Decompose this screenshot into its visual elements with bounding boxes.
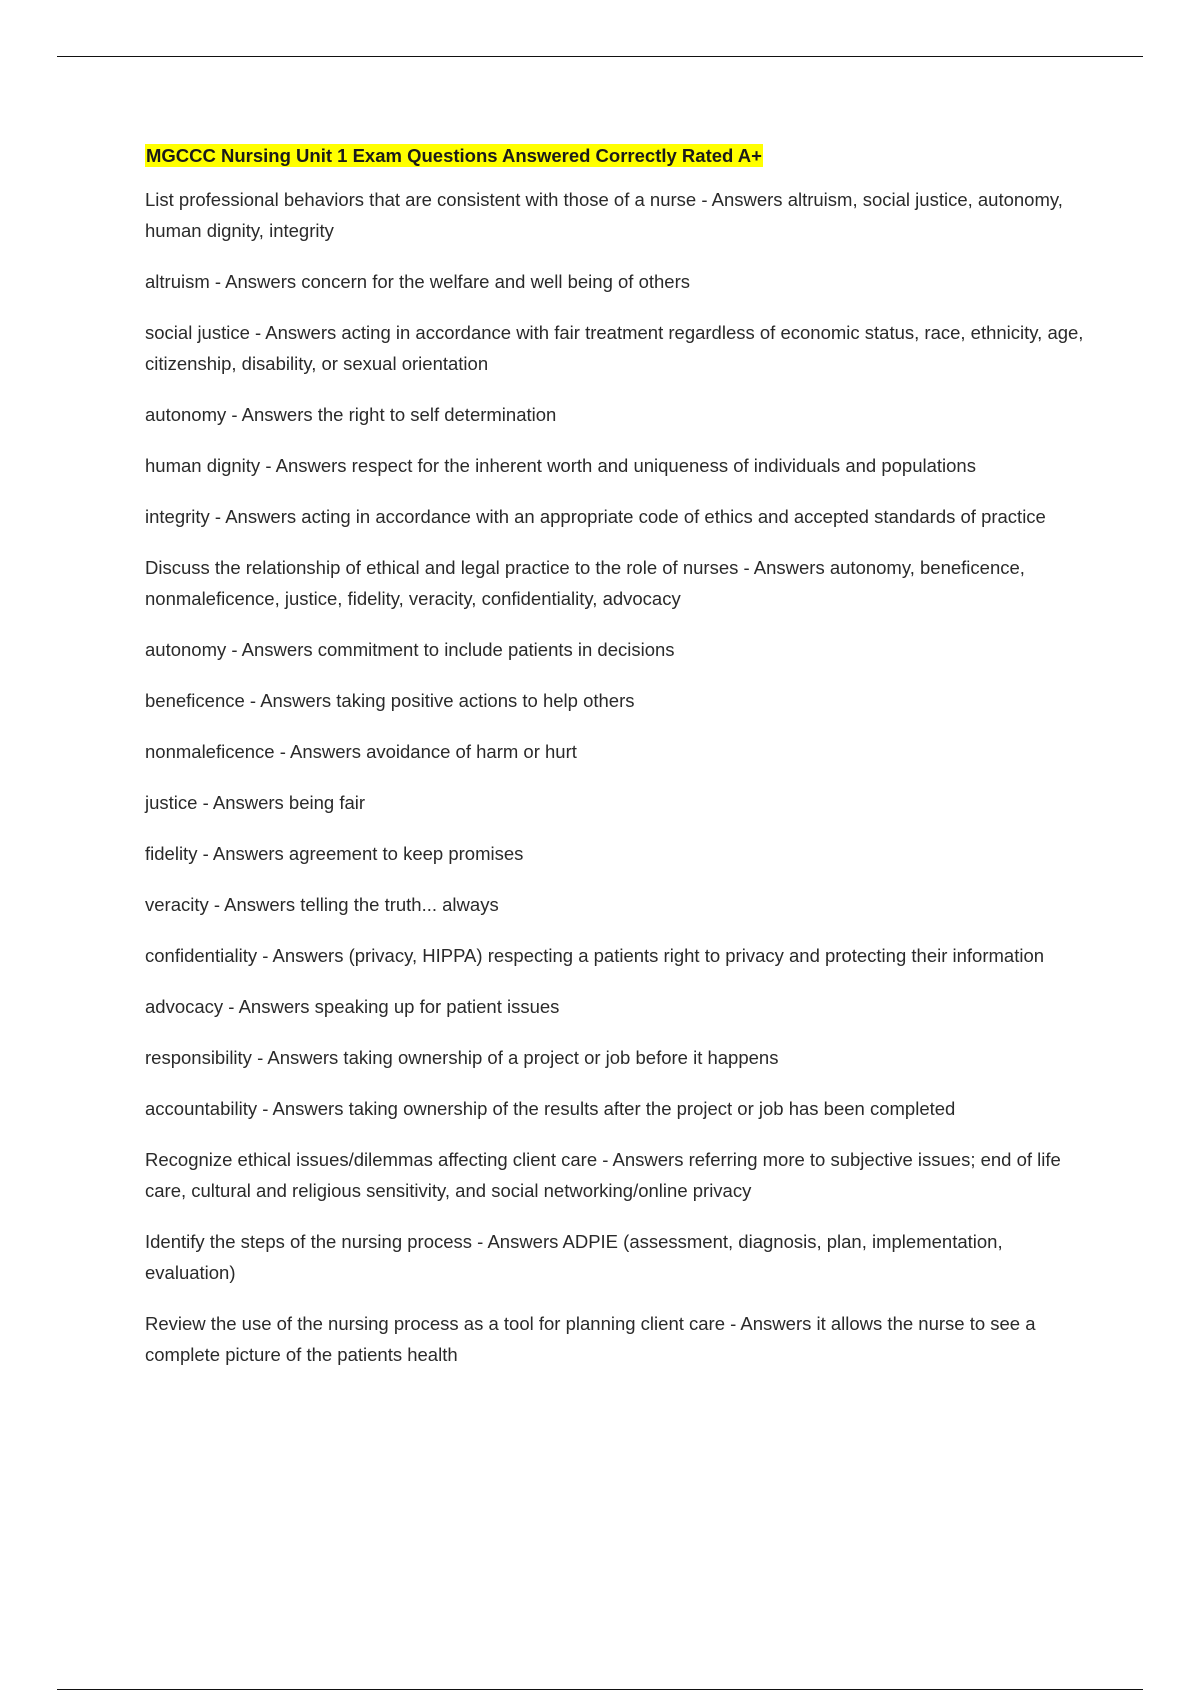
qa-entry: veracity - Answers telling the truth... always	[145, 894, 499, 915]
qa-entry: Recognize ethical issues/dilemmas affecting client care - Answers referring more to subjective issues; end of life care, cultural and religious sensitivity, and social networking/online privacy	[145, 1149, 1061, 1201]
footer-rule	[57, 1689, 1143, 1690]
qa-entry: autonomy - Answers the right to self determination	[145, 404, 557, 425]
qa-entry: accountability - Answers taking ownership of the results after the project or job has been completed	[145, 1098, 956, 1119]
qa-entry: responsibility - Answers taking ownership of a project or job before it happens	[145, 1047, 779, 1068]
document-title: MGCCC Nursing Unit 1 Exam Questions Answered Correctly Rated A+	[146, 145, 762, 166]
qa-entry: nonmaleficence - Answers avoidance of harm or hurt	[145, 741, 577, 762]
qa-entry: Discuss the relationship of ethical and legal practice to the role of nurses - Answers autonomy, beneficence, nonmaleficence, justice, fidelity, veracity, confidentiality, advocacy	[145, 557, 1025, 609]
qa-entry: Identify the steps of the nursing process - Answers ADPIE (assessment, diagnosis, plan, implementation, evaluation)	[145, 1231, 1003, 1283]
document-body	[145, 144, 1090, 1390]
qa-entry: altruism - Answers concern for the welfare and well being of others	[145, 271, 690, 292]
qa-entry: human dignity - Answers respect for the inherent worth and uniqueness of individuals and populations	[145, 455, 976, 476]
header-rule	[57, 56, 1143, 57]
qa-entry: fidelity - Answers agreement to keep promises	[145, 843, 524, 864]
qa-entry: social justice - Answers acting in accordance with fair treatment regardless of economic status, race, ethnicity, age, citizenship, disability, or sexual orientation	[145, 322, 1084, 374]
qa-entry: List professional behaviors that are consistent with those of a nurse - Answers altruism, social justice, autonomy, human dignity, integrity	[145, 189, 1063, 241]
qa-entry: autonomy - Answers commitment to include patients in decisions	[145, 639, 675, 660]
qa-entry: justice - Answers being fair	[145, 792, 366, 813]
qa-entry: confidentiality - Answers (privacy, HIPPA) respecting a patients right to privacy and protecting their information	[145, 945, 1045, 966]
qa-entry: Review the use of the nursing process as a tool for planning client care - Answers it allows the nurse to see a complete picture of the patients health	[145, 1313, 1036, 1365]
qa-entry: advocacy - Answers speaking up for patient issues	[145, 996, 560, 1017]
qa-entry: beneficence - Answers taking positive actions to help others	[145, 690, 635, 711]
qa-entry: integrity - Answers acting in accordance with an appropriate code of ethics and accepted standards of practice	[145, 506, 1046, 527]
